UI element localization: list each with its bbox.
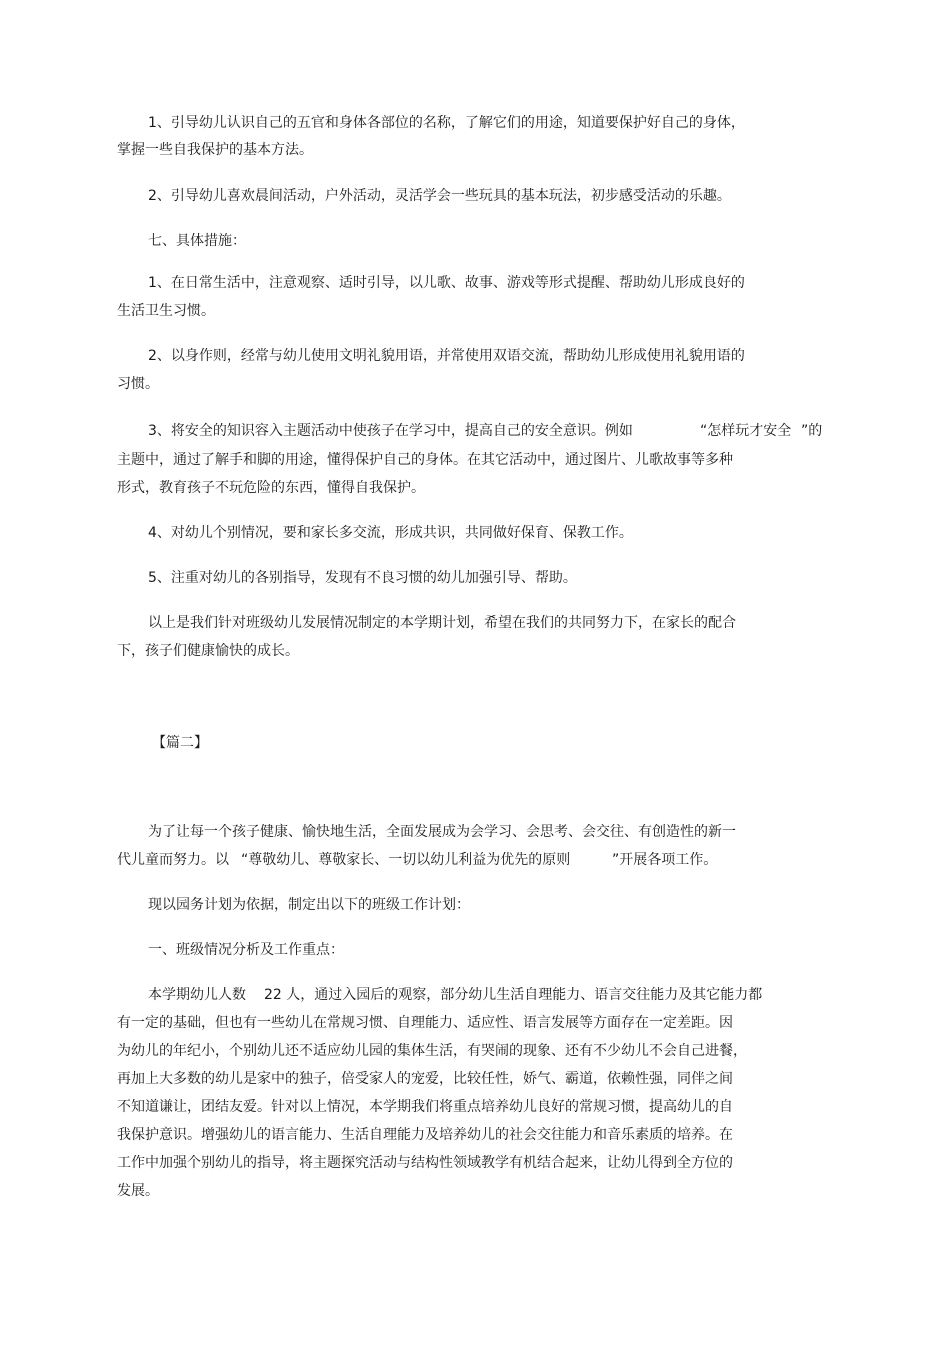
- measure-3-quote: “怎样玩才安全: [700, 423, 792, 439]
- intro-line-1: 为了让每一个孩子健康、愉快地生活，全面发展成为会学习、会思考、会交往、有创造性的新一: [148, 824, 736, 840]
- analysis-line-6: 我保护意识。增强幼儿的语言能力、生活自理能力及培养幼儿的社会交往能力和音乐素质的培养。在: [117, 1127, 733, 1143]
- measure-3-line-3: 形式，教育孩子不玩危险的东西，懂得自我保护。: [117, 480, 425, 496]
- analysis-line-4: 再加上大多数的幼儿是家中的独子，倍受家人的宠爱，比较任性，娇气、霸道，依赖性强，同伴之间: [117, 1071, 733, 1087]
- analysis-line-2: 有一定的基础，但也有一些幼儿在常规习惯、自理能力、适应性、语言发展等方面存在一定差距。因: [117, 1015, 733, 1031]
- intro-line-2-end: ”开展各项工作。: [612, 852, 718, 868]
- goal-2: 2、引导幼儿喜欢晨间活动，户外活动，灵活学会一些玩具的基本玩法，初步感受活动的乐趣。: [148, 188, 731, 204]
- measure-3-line-1: 3、将安全的知识容入主题活动中使孩子在学习中，提高自己的安全意识。例如: [148, 423, 633, 439]
- intro-line-2-principle: “尊敬幼儿、尊敬家长、一切以幼儿利益为优先的原则: [241, 852, 571, 868]
- analysis-line-8: 发展。: [117, 1183, 159, 1199]
- measure-4: 4、对幼儿个别情况，要和家长多交流，形成共识，共同做好保育、保教工作。: [148, 525, 633, 541]
- analysis-line-1-start: 本学期幼儿人数: [148, 987, 246, 1003]
- measure-1-line-2: 生活卫生习惯。: [117, 303, 215, 319]
- analysis-heading: 一、班级情况分析及工作重点：: [148, 942, 344, 958]
- goal-1-line-1: 1、引导幼儿认识自己的五官和身体各部位的名称，了解它们的用途，知道要保护好自己的身体，: [148, 115, 745, 131]
- measure-3-quote-end: ”的: [801, 423, 823, 439]
- section-title: 【篇二】: [152, 735, 208, 751]
- plan-basis: 现以园务计划为依据，制定出以下的班级工作计划：: [148, 897, 470, 913]
- measures-heading: 七、具体措施：: [148, 233, 246, 249]
- measure-2-line-1: 2、以身作则，经常与幼儿使用文明礼貌用语，并常使用双语交流，帮助幼儿形成使用礼貌用语的: [148, 348, 745, 364]
- measure-5: 5、注重对幼儿的各别指导，发现有不良习惯的幼儿加强引导、帮助。: [148, 570, 577, 586]
- measure-2-line-2: 习惯。: [117, 376, 159, 392]
- goal-1-line-2: 掌握一些自我保护的基本方法。: [117, 142, 313, 158]
- closing-line-1: 以上是我们针对班级幼儿发展情况制定的本学期计划，希望在我们的共同努力下，在家长的配合: [148, 615, 736, 631]
- measure-3-line-2: 主题中，通过了解手和脚的用途，懂得保护自己的身体。在其它活动中，通过图片、儿歌故事等多种: [117, 452, 733, 468]
- measure-1-line-1: 1、在日常生活中，注意观察、适时引导，以儿歌、故事、游戏等形式提醒、帮助幼儿形成良好的: [148, 275, 745, 291]
- intro-line-2-start: 代儿童而努力。以: [117, 852, 229, 868]
- closing-line-2: 下，孩子们健康愉快的成长。: [117, 643, 299, 659]
- analysis-line-5: 不知道谦让，团结友爱。针对以上情况，本学期我们将重点培养幼儿良好的常规习惯，提高幼儿的自: [117, 1099, 733, 1115]
- analysis-line-3: 为幼儿的年纪小，个别幼儿还不适应幼儿园的集体生活，有哭闹的现象、还有不少幼儿不会自己进餐，: [117, 1043, 747, 1059]
- analysis-line-1-end: 22 人，通过入园后的观察，部分幼儿生活自理能力、语言交往能力及其它能力都: [264, 987, 763, 1003]
- analysis-line-7: 工作中加强个别幼儿的指导，将主题探究活动与结构性领域教学有机结合起来，让幼儿得到全方位的: [117, 1155, 733, 1171]
